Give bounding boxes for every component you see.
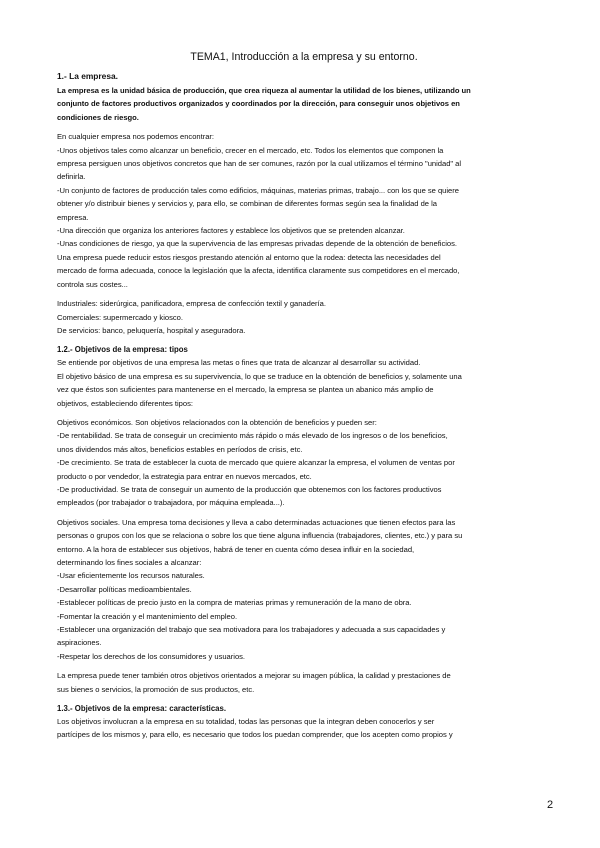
- text-line: De servicios: banco, peluquería, hospital y aseguradora.: [57, 325, 246, 335]
- text-line: aspiraciones.: [57, 638, 102, 648]
- text-line: conjunto de factores productivos organizados y coordinados por la dirección, para conseguir unos objetivos en: [57, 99, 460, 109]
- text-line: controla sus costes...: [57, 279, 128, 289]
- paragraph: [57, 416, 551, 510]
- text-line: -Desarrollar políticas medioambientales.: [57, 584, 192, 594]
- text-line: -De rentabilidad. Se trata de conseguir un crecimiento más rápido o más elevado de los ingresos o de los beneficios,: [57, 431, 448, 441]
- page-number: 2: [547, 799, 554, 811]
- paragraph: [57, 516, 551, 663]
- text-line: mercado de forma adecuada, conoce la legislación que la afecta, identifica claramente sus competidores en el mercado,: [57, 266, 460, 276]
- text-line: sus bienes o servicios, la promoción de sus productos, etc.: [57, 684, 255, 694]
- subsection-heading: [57, 702, 551, 715]
- subsection-heading: [57, 343, 551, 356]
- text-line: Los objetivos involucran a la empresa en su totalidad, todas las personas que la integran deben conocerlos y ser: [57, 717, 435, 727]
- text-line: -De productividad. Se trata de conseguir un aumento de la producción que obtenemos con los factores productivos: [57, 484, 442, 494]
- text-line: objetivos, estableciendo diferentes tipos:: [57, 398, 193, 408]
- text-line: -Establecer una organización del trabajo que sea motivadora para los trabajadores y adecuada a sus capacidades y: [57, 625, 446, 635]
- text-line: -Fomentar la creación y el mantenimiento del empleo.: [57, 611, 238, 621]
- text-line: La empresa puede tener también otros objetivos orientados a mejorar su imagen pública, la calidad y prestaciones de: [57, 671, 451, 681]
- paragraph: [57, 715, 551, 742]
- text-line: vez que éstos son suficientes para mantenerse en el mercado, la empresa se plantea un abanico más amplio de: [57, 385, 434, 395]
- document-body: [57, 50, 551, 742]
- text-line: partícipes de los mismos y, para ello, es necesario que todos los puedan comprender, que los acepten como propios y: [57, 730, 453, 740]
- section-heading: [57, 70, 551, 83]
- paragraph: [57, 356, 551, 410]
- text-line: Se entiende por objetivos de una empresa las metas o fines que trata de alcanzar al desarrollar su actividad.: [57, 358, 421, 368]
- text-line: -Unos objetivos tales como alcanzar un beneficio, crecer en el mercado, etc. Todos los elementos que componen la: [57, 145, 444, 155]
- text-line: empresa.: [57, 212, 89, 222]
- text-line: empresa persiguen unos objetivos concretos que han de ser comunes, razón por la cual utilizamos el término "unidad" al: [57, 159, 462, 169]
- text-line: personas o grupos con los que se relaciona o sobre los que tiene alguna influencia (trabajadores, clientes, etc.) y para su: [57, 531, 463, 541]
- text-line: Objetivos económicos. Son objetivos relacionados con la obtención de beneficios y pueden ser:: [57, 417, 377, 427]
- text-line: Industriales: siderúrgica, panificadora, empresa de confección textil y ganadería.: [57, 299, 326, 309]
- text-line: -Respetar los derechos de los consumidores y usuarios.: [57, 651, 246, 661]
- text-line: La empresa es la unidad básica de producción, que crea riqueza al aumentar la utilidad de los bienes, utilizando un: [57, 86, 471, 95]
- text-line: entorno. A la hora de establecer sus objetivos, habrá de tener en cuenta cómo desea influir en la sociedad,: [57, 544, 415, 554]
- text-line: En cualquier empresa nos podemos encontrar:: [57, 132, 215, 142]
- text-line: -Una dirección que organiza los anteriores factores y establece los objetivos que se pretenden alcanzar.: [57, 226, 405, 236]
- text-line: Una empresa puede reducir estos riesgos prestando atención al entorno que la rodea: detecta las necesidades del: [57, 252, 441, 262]
- text-line: El objetivo básico de una empresa es su supervivencia, lo que se traduce en la obtención de beneficios y, solamente una: [57, 371, 462, 381]
- text-line: determinando los fines sociales a alcanzar:: [57, 558, 202, 567]
- text-line: -Unas condiciones de riesgo, ya que la supervivencia de las empresas privadas depende de la obtención de beneficios.: [57, 239, 457, 249]
- paragraph: [57, 84, 551, 124]
- text-line: -Un conjunto de factores de producción tales como edificios, máquinas, materias primas, trabajo... con los que se quiere: [57, 185, 459, 195]
- text-line: -Usar eficientemente los recursos naturales.: [57, 571, 205, 581]
- text-line: Comerciales: supermercado y kiosco.: [57, 312, 183, 322]
- text-line: -De crecimiento. Se trata de establecer la cuota de mercado que quiere alcanzar la empresa, el volumen de ventas por: [57, 458, 455, 468]
- text-line: -Establecer políticas de precio justo en la compra de materias primas y remuneración de la mano de obra.: [57, 598, 412, 608]
- text-line: Objetivos sociales. Una empresa toma decisiones y lleva a cabo determinadas actuaciones que tienen efectos para las: [57, 517, 456, 527]
- text-line: producto o por vendedor, la estrategia para entrar en nuevos mercados, etc.: [57, 471, 312, 481]
- text-line: condiciones de riesgo.: [57, 112, 139, 122]
- document-title: TEMA1, Introducción a la empresa y su entorno.: [190, 51, 418, 63]
- paragraph: [57, 669, 551, 696]
- text-line: 1.3.- Objetivos de la empresa: características.: [57, 704, 227, 714]
- paragraph: [57, 130, 551, 291]
- text-line: 1.2.- Objetivos de la empresa: tipos: [57, 345, 188, 355]
- text-line: empleados (por trabajador o trabajadora, por máquina empleada...).: [57, 498, 285, 508]
- paragraph: [57, 297, 551, 337]
- text-line: obtener y/o distribuir bienes y servicios y, para ello, se combinan de diferentes formas según sea la finalidad de la: [57, 199, 437, 209]
- text-line: unos dividendos más altos, beneficios estables en períodos de crisis, etc.: [57, 444, 303, 454]
- text-line: definirla.: [57, 172, 86, 182]
- document-sections: [57, 70, 551, 742]
- text-line: 1.- La empresa.: [57, 71, 118, 81]
